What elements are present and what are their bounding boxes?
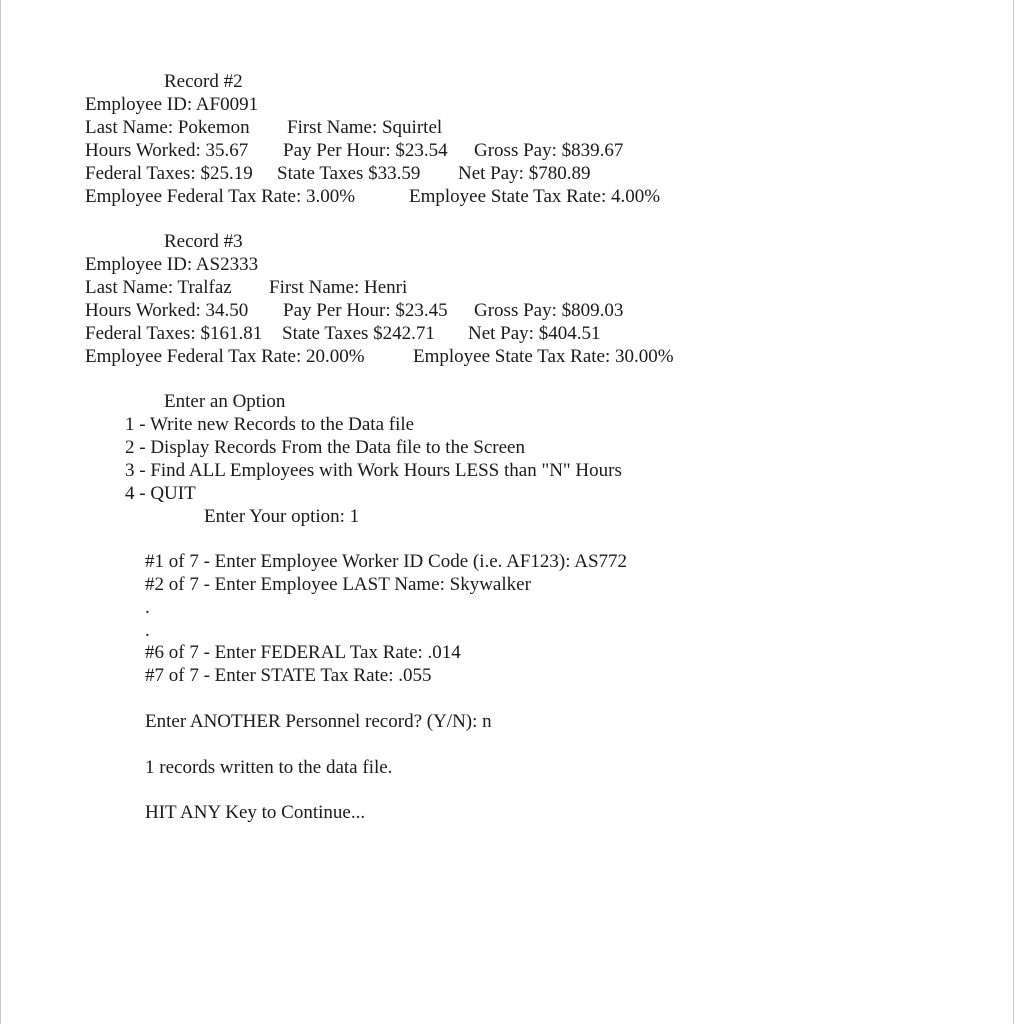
entry-step-2: #2 of 7 - Enter Employee LAST Name: Skywalker (145, 574, 531, 595)
menu-option-2: 2 - Display Records From the Data file to the Screen (125, 437, 525, 458)
menu-option-4: 4 - QUIT (125, 483, 196, 504)
record2-hours-worked: Hours Worked: 35.67 (85, 140, 249, 161)
record2-first-name: First Name: Squirtel (287, 117, 443, 138)
record2-federal-rate: Employee Federal Tax Rate: 3.00% (85, 186, 356, 207)
record2-state-taxes: State Taxes $33.59 (277, 163, 421, 184)
record2-federal-taxes: Federal Taxes: $25.19 (85, 163, 253, 184)
record2-last-name: Last Name: Pokemon (85, 117, 250, 138)
record3-gross-pay: Gross Pay: $809.03 (474, 300, 624, 321)
menu-option-1: 1 - Write new Records to the Data file (125, 414, 415, 435)
records-written-message: 1 records written to the data file. (145, 757, 393, 778)
entry-step-7: #7 of 7 - Enter STATE Tax Rate: .055 (145, 665, 432, 686)
record3-federal-taxes: Federal Taxes: $161.81 (85, 323, 263, 344)
record3-hours-worked: Hours Worked: 34.50 (85, 300, 249, 321)
record3-first-name: First Name: Henri (269, 277, 408, 298)
record2-header: Record #2 (164, 71, 243, 92)
record2-pay-per-hour: Pay Per Hour: $23.54 (283, 140, 448, 161)
menu-title: Enter an Option (164, 391, 286, 412)
entry-step-6: #6 of 7 - Enter FEDERAL Tax Rate: .014 (145, 642, 461, 663)
another-record-prompt: Enter ANOTHER Personnel record? (Y/N): n (145, 711, 492, 732)
entry-ellipsis-1: . (145, 597, 150, 618)
record3-employee-id: Employee ID: AS2333 (85, 254, 259, 275)
menu-option-3: 3 - Find ALL Employees with Work Hours LESS than "N" Hours (125, 460, 622, 481)
menu-prompt: Enter Your option: 1 (204, 506, 360, 527)
entry-step-1: #1 of 7 - Enter Employee Worker ID Code (i.e. AF123): AS772 (145, 551, 628, 572)
record3-header: Record #3 (164, 231, 243, 252)
record3-pay-per-hour: Pay Per Hour: $23.45 (283, 300, 448, 321)
record3-state-taxes: State Taxes $242.71 (282, 323, 435, 344)
record2-gross-pay: Gross Pay: $839.67 (474, 140, 624, 161)
record2-net-pay: Net Pay: $780.89 (458, 163, 591, 184)
record2-employee-id: Employee ID: AF0091 (85, 94, 259, 115)
record3-last-name: Last Name: Tralfaz (85, 277, 232, 298)
record3-net-pay: Net Pay: $404.51 (468, 323, 601, 344)
entry-ellipsis-2: . (145, 620, 150, 641)
record2-state-rate: Employee State Tax Rate: 4.00% (409, 186, 661, 207)
continue-prompt: HIT ANY Key to Continue... (145, 802, 366, 823)
record3-federal-rate: Employee Federal Tax Rate: 20.00% (85, 346, 365, 367)
record3-state-rate: Employee State Tax Rate: 30.00% (413, 346, 674, 367)
